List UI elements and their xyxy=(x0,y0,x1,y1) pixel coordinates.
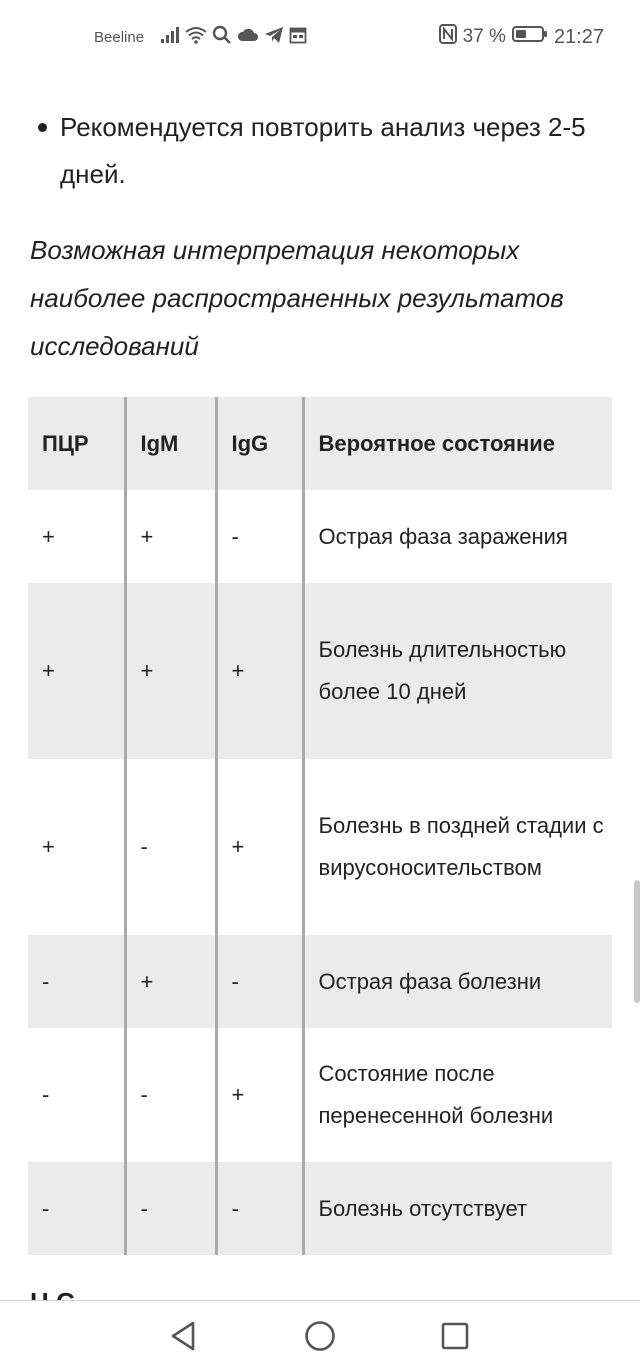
header-igm: IgM xyxy=(125,397,216,490)
table-row xyxy=(28,490,612,583)
page-scrollbar[interactable] xyxy=(634,880,640,1003)
back-button[interactable] xyxy=(166,1319,200,1353)
header-pcr: ПЦР xyxy=(28,397,125,490)
cell-pcr: - xyxy=(28,1028,125,1162)
results-table xyxy=(28,397,612,1255)
cell-igm: + xyxy=(125,583,216,759)
table-row xyxy=(28,935,612,1028)
nfc-icon xyxy=(439,24,457,50)
recents-icon xyxy=(440,1321,470,1351)
wifi-icon xyxy=(185,26,207,49)
cloud-icon xyxy=(237,27,259,48)
calendar-icon xyxy=(289,26,307,49)
cell-igg: - xyxy=(216,490,303,583)
status-right xyxy=(439,25,604,49)
table-row xyxy=(28,583,612,759)
cell-igm: + xyxy=(125,490,216,583)
carrier-name: Beeline xyxy=(94,29,145,46)
header-igg: IgG xyxy=(216,397,303,490)
table-row xyxy=(28,759,612,935)
cell-igg: - xyxy=(216,1162,303,1255)
recents-button[interactable] xyxy=(438,1319,472,1353)
table-row xyxy=(28,1162,612,1255)
table-row xyxy=(28,1028,612,1162)
clock: 21:27 xyxy=(553,25,604,48)
cell-igm: - xyxy=(125,759,216,935)
bullet-text: Рекомендуется повторить анализ через 2-5 дней. xyxy=(60,112,586,189)
bullet-dot xyxy=(38,123,47,132)
cell-state: Болезнь в поздней стадии с вирусоносительством xyxy=(303,759,612,935)
results-table-container xyxy=(28,397,612,1255)
cell-state: Болезнь отсутствует xyxy=(303,1162,612,1255)
system-nav-bar xyxy=(0,1300,640,1370)
signal-icon xyxy=(160,26,180,49)
cell-igg: + xyxy=(216,1028,303,1162)
cell-igm: - xyxy=(125,1162,216,1255)
home-button[interactable] xyxy=(303,1319,337,1353)
cell-pcr: - xyxy=(28,1162,125,1255)
header-state: Вероятное состояние xyxy=(303,397,612,490)
cell-pcr: + xyxy=(28,490,125,583)
battery-icon xyxy=(512,25,548,49)
cell-pcr: - xyxy=(28,935,125,1028)
cell-state: Болезнь длительностью более 10 дней xyxy=(303,583,612,759)
cell-state: Острая фаза заражения xyxy=(303,490,612,583)
cell-state: Состояние после перенесенной болезни xyxy=(303,1028,612,1162)
cell-igm: - xyxy=(125,1028,216,1162)
cell-igm: + xyxy=(125,935,216,1028)
cell-igg: - xyxy=(216,935,303,1028)
status-bar xyxy=(0,0,640,74)
cell-igg: + xyxy=(216,759,303,935)
list-item xyxy=(38,104,598,198)
telegram-icon xyxy=(264,26,284,49)
cell-igg: + xyxy=(216,583,303,759)
table-header-row xyxy=(28,397,612,490)
search-icon xyxy=(212,25,232,50)
home-icon xyxy=(304,1320,336,1352)
table-caption: Возможная интерпретация некоторых наиболее распространенных результатов исследований xyxy=(30,235,564,361)
bullet-list xyxy=(38,104,598,198)
cell-pcr: + xyxy=(28,583,125,759)
battery-percent: 37 % xyxy=(462,26,506,47)
status-icons xyxy=(160,25,307,49)
back-icon xyxy=(168,1320,198,1352)
cell-pcr: + xyxy=(28,759,125,935)
cell-state: Острая фаза болезни xyxy=(303,935,612,1028)
